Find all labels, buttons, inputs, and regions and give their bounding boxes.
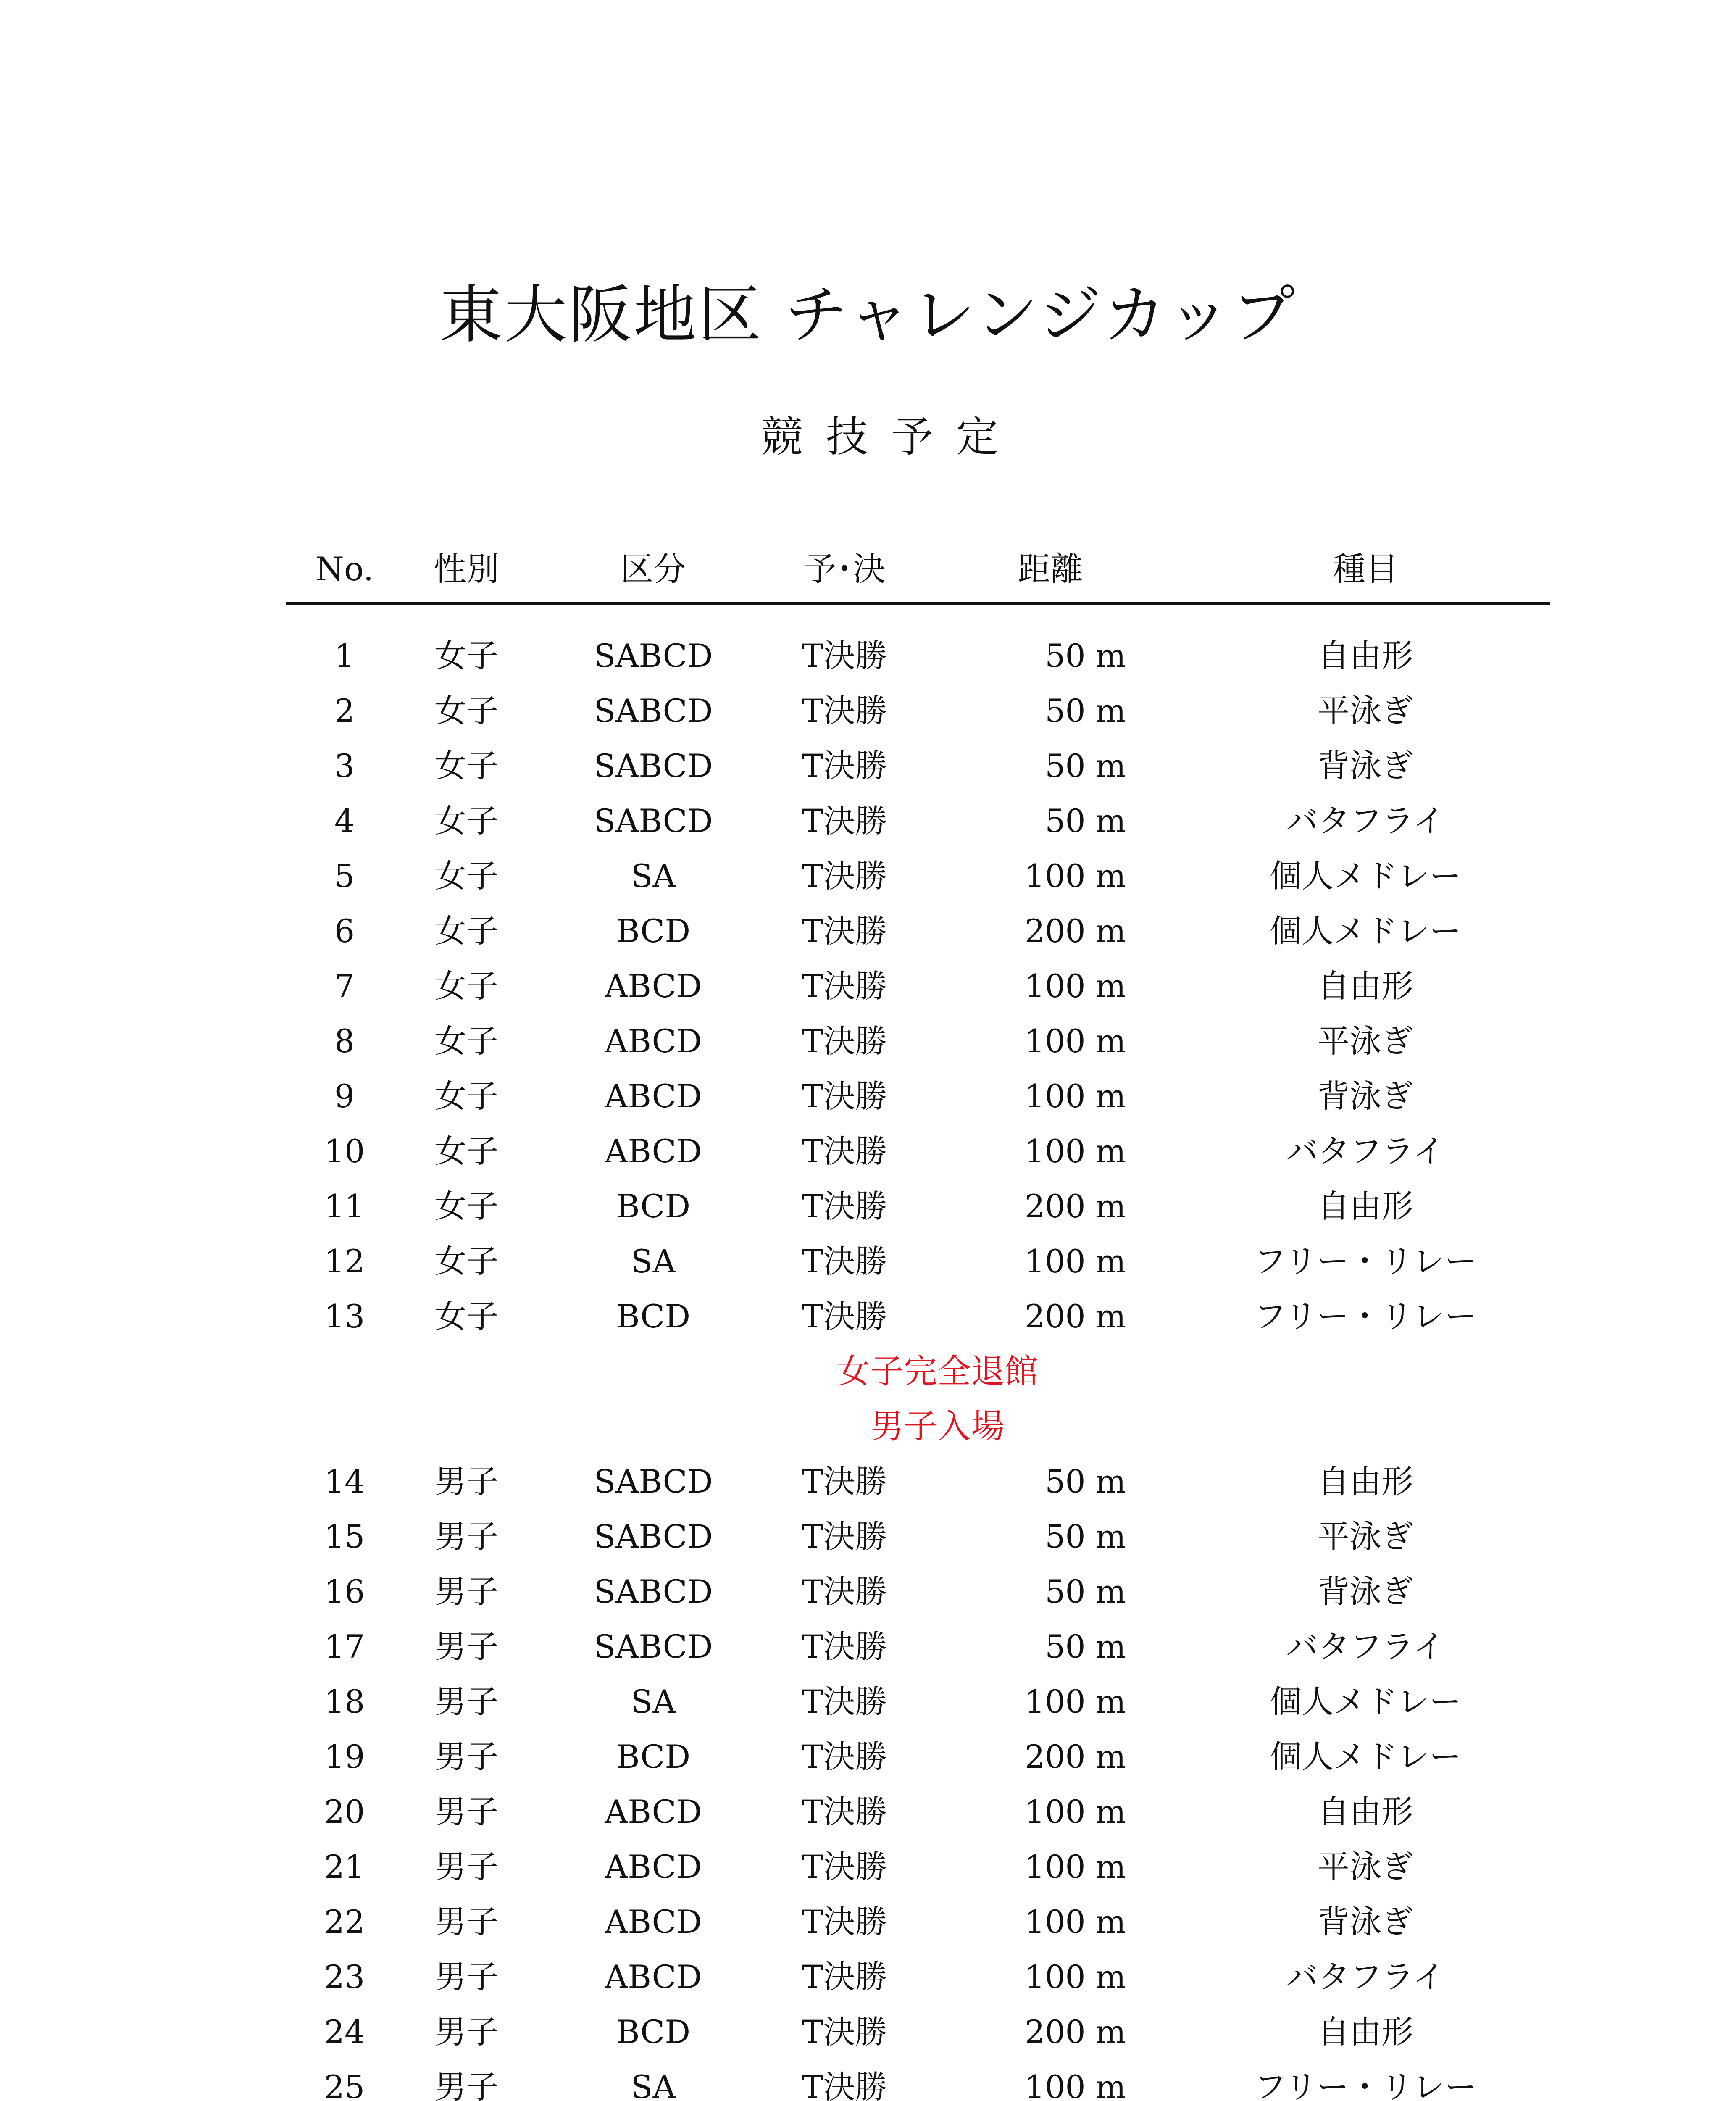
event-round: T決勝	[802, 1187, 887, 1225]
event-division: ABCD	[605, 967, 702, 1005]
event-distance: 50 m	[1045, 802, 1126, 840]
event-round: T決勝	[802, 637, 887, 674]
event-round: T決勝	[802, 1573, 887, 1610]
event-number: 16	[324, 1573, 365, 1610]
event-stroke: バタフライ	[1286, 1958, 1445, 1996]
event-number: 8	[334, 1022, 355, 1060]
event-round: T決勝	[802, 1958, 887, 1996]
event-division: SA	[631, 857, 676, 895]
event-stroke: バタフライ	[1286, 1132, 1445, 1170]
event-distance: 200 m	[1024, 2013, 1126, 2051]
header-distance: 距離	[1017, 550, 1083, 588]
table-row	[0, 738, 1736, 793]
event-stroke: 個人メドレー	[1270, 912, 1461, 950]
table-row	[0, 793, 1736, 848]
event-number: 22	[324, 1903, 365, 1940]
event-stroke: フリー・リレー	[1254, 2068, 1477, 2101]
event-division: SA	[631, 2068, 676, 2101]
table-row	[0, 1564, 1736, 1619]
event-sex: 女子	[434, 1077, 498, 1115]
event-division: SA	[631, 1683, 676, 1720]
event-round: T決勝	[802, 1793, 887, 1830]
event-division: BCD	[616, 1298, 691, 1335]
event-round: T決勝	[802, 1243, 887, 1280]
table-row	[0, 683, 1736, 738]
event-distance: 100 m	[1024, 1793, 1126, 1830]
event-division: SABCD	[594, 1573, 713, 1610]
event-stroke: 自由形	[1318, 2013, 1413, 2051]
event-stroke: 個人メドレー	[1270, 857, 1461, 895]
event-number: 12	[324, 1243, 365, 1280]
women-exit-notice: 女子完全退館	[836, 1352, 1038, 1391]
event-stroke: バタフライ	[1286, 1628, 1445, 1665]
table-row	[0, 1454, 1736, 1509]
document-subtitle: 競技予定	[761, 412, 1021, 461]
event-stroke: 個人メドレー	[1270, 1683, 1461, 1720]
event-sex: 男子	[434, 1793, 498, 1830]
event-distance: 100 m	[1024, 1132, 1126, 1170]
event-distance: 200 m	[1024, 912, 1126, 950]
event-stroke: バタフライ	[1286, 802, 1445, 840]
event-stroke: 背泳ぎ	[1318, 1573, 1413, 1610]
table-row	[0, 1014, 1736, 1069]
event-round: T決勝	[802, 747, 887, 785]
event-number: 4	[334, 802, 355, 840]
event-round: T決勝	[802, 1903, 887, 1940]
event-round: T決勝	[802, 1628, 887, 1665]
header-no: No.	[315, 550, 374, 588]
event-round: T決勝	[802, 1738, 887, 1775]
event-division: SABCD	[594, 802, 713, 840]
event-division: SABCD	[594, 637, 713, 674]
event-sex: 女子	[434, 747, 498, 785]
table-row	[0, 1289, 1736, 1344]
event-distance: 100 m	[1024, 967, 1126, 1005]
event-sex: 女子	[434, 802, 498, 840]
event-number: 7	[334, 967, 355, 1005]
event-sex: 男子	[434, 1903, 498, 1940]
event-division: BCD	[616, 1187, 691, 1225]
schedule-table	[0, 628, 1736, 2101]
event-sex: 男子	[434, 2013, 498, 2051]
event-distance: 50 m	[1045, 637, 1126, 674]
event-sex: 男子	[434, 1683, 498, 1720]
table-row	[0, 958, 1736, 1014]
event-division: SABCD	[594, 1463, 713, 1500]
event-distance: 100 m	[1024, 2068, 1126, 2101]
table-row	[0, 848, 1736, 903]
event-number: 13	[324, 1298, 365, 1335]
event-round: T決勝	[802, 1518, 887, 1555]
event-distance: 100 m	[1024, 1958, 1126, 1996]
event-number: 21	[324, 1848, 365, 1885]
event-distance: 50 m	[1045, 692, 1126, 729]
event-division: ABCD	[605, 1903, 702, 1940]
event-division: ABCD	[605, 1793, 702, 1830]
event-distance: 50 m	[1045, 1463, 1126, 1500]
table-row	[0, 1509, 1736, 1564]
event-distance: 50 m	[1045, 1628, 1126, 1665]
event-sex: 男子	[434, 1518, 498, 1555]
event-sex: 女子	[434, 1298, 498, 1335]
event-stroke: 平泳ぎ	[1318, 692, 1413, 729]
event-number: 2	[334, 692, 355, 729]
event-distance: 200 m	[1024, 1187, 1126, 1225]
event-sex: 女子	[434, 967, 498, 1005]
event-round: T決勝	[802, 857, 887, 895]
table-row	[0, 903, 1736, 958]
event-sex: 女子	[434, 1022, 498, 1060]
event-stroke: フリー・リレー	[1254, 1298, 1477, 1335]
event-stroke: 個人メドレー	[1270, 1738, 1461, 1775]
women-events	[0, 628, 1736, 1344]
event-distance: 200 m	[1024, 1738, 1126, 1775]
event-number: 5	[334, 857, 355, 895]
event-number: 14	[324, 1463, 365, 1500]
event-distance: 100 m	[1024, 1077, 1126, 1115]
event-sex: 女子	[434, 637, 498, 674]
event-division: BCD	[616, 1738, 691, 1775]
event-round: T決勝	[802, 1132, 887, 1170]
event-number: 10	[324, 1132, 365, 1170]
event-stroke: 平泳ぎ	[1318, 1022, 1413, 1060]
event-sex: 男子	[434, 1573, 498, 1610]
event-sex: 女子	[434, 1132, 498, 1170]
table-row	[0, 1234, 1736, 1289]
event-number: 25	[324, 2068, 365, 2101]
event-distance: 100 m	[1024, 1683, 1126, 1720]
event-number: 11	[324, 1187, 365, 1225]
event-distance: 200 m	[1024, 1298, 1126, 1335]
event-round: T決勝	[802, 1298, 887, 1335]
table-row	[0, 1674, 1736, 1729]
table-row	[0, 1894, 1736, 1949]
event-round: T決勝	[802, 1683, 887, 1720]
event-distance: 100 m	[1024, 1848, 1126, 1885]
event-sex: 男子	[434, 1848, 498, 1885]
event-division: SABCD	[594, 692, 713, 729]
table-row	[0, 1839, 1736, 1894]
event-stroke: 背泳ぎ	[1318, 1077, 1413, 1115]
event-round: T決勝	[802, 1022, 887, 1060]
event-division: ABCD	[605, 1958, 702, 1996]
table-header	[0, 544, 1736, 595]
event-round: T決勝	[802, 967, 887, 1005]
event-division: ABCD	[605, 1132, 702, 1170]
event-distance: 100 m	[1024, 1022, 1126, 1060]
event-stroke: 平泳ぎ	[1318, 1848, 1413, 1885]
event-sex: 女子	[434, 692, 498, 729]
event-round: T決勝	[802, 2013, 887, 2051]
event-division: SA	[631, 1243, 676, 1280]
event-number: 19	[324, 1738, 365, 1775]
event-stroke: 平泳ぎ	[1318, 1518, 1413, 1555]
table-row	[0, 2004, 1736, 2059]
event-number: 23	[324, 1958, 365, 1996]
event-round: T決勝	[802, 692, 887, 729]
event-division: BCD	[616, 912, 691, 950]
event-round: T決勝	[802, 912, 887, 950]
table-row	[0, 1784, 1736, 1839]
event-distance: 100 m	[1024, 857, 1126, 895]
event-sex: 男子	[434, 1628, 498, 1665]
event-sex: 男子	[434, 1958, 498, 1996]
table-row	[0, 1619, 1736, 1674]
event-stroke: 自由形	[1318, 637, 1413, 674]
event-division: ABCD	[605, 1848, 702, 1885]
event-number: 1	[334, 637, 355, 674]
table-row	[0, 1124, 1736, 1179]
event-number: 3	[334, 747, 355, 785]
event-number: 20	[324, 1793, 365, 1830]
event-stroke: 自由形	[1318, 1793, 1413, 1830]
header-event: 種目	[1332, 550, 1398, 588]
header-division: 区分	[620, 550, 686, 588]
event-sex: 女子	[434, 1187, 498, 1225]
event-number: 17	[324, 1628, 365, 1665]
event-distance: 50 m	[1045, 1518, 1126, 1555]
document-title: 東大阪地区 チャレンジカップ	[439, 279, 1297, 352]
event-division: ABCD	[605, 1022, 702, 1060]
event-stroke: 自由形	[1318, 1187, 1413, 1225]
event-distance: 100 m	[1024, 1243, 1126, 1280]
event-stroke: フリー・リレー	[1254, 1243, 1477, 1280]
event-stroke: 背泳ぎ	[1318, 1903, 1413, 1940]
event-round: T決勝	[802, 802, 887, 840]
event-distance: 50 m	[1045, 1573, 1126, 1610]
event-number: 24	[324, 2013, 365, 2051]
table-row	[0, 1069, 1736, 1124]
event-sex: 男子	[434, 1463, 498, 1500]
event-division: BCD	[616, 2013, 691, 2051]
table-row	[0, 1949, 1736, 2004]
table-row	[0, 1179, 1736, 1234]
event-division: SABCD	[594, 1628, 713, 1665]
event-division: ABCD	[605, 1077, 702, 1115]
event-distance: 100 m	[1024, 1903, 1126, 1940]
table-row	[0, 1729, 1736, 1784]
table-row	[0, 628, 1736, 683]
event-sex: 女子	[434, 857, 498, 895]
event-number: 18	[324, 1683, 365, 1720]
event-stroke: 自由形	[1318, 1463, 1413, 1500]
header-round: 予･決	[803, 550, 886, 588]
header-divider	[286, 602, 1550, 605]
event-round: T決勝	[802, 1077, 887, 1115]
event-number: 9	[334, 1077, 355, 1115]
event-sex: 男子	[434, 1738, 498, 1775]
event-sex: 男子	[434, 2068, 498, 2101]
men-events	[0, 1454, 1736, 2101]
event-number: 6	[334, 912, 355, 950]
event-round: T決勝	[802, 1463, 887, 1500]
event-distance: 50 m	[1045, 747, 1126, 785]
event-round: T決勝	[802, 2068, 887, 2101]
header-sex: 性別	[433, 550, 499, 588]
event-sex: 女子	[434, 1243, 498, 1280]
event-division: SABCD	[594, 747, 713, 785]
event-stroke: 背泳ぎ	[1318, 747, 1413, 785]
table-row	[0, 2059, 1736, 2101]
event-number: 15	[324, 1518, 365, 1555]
event-sex: 女子	[434, 912, 498, 950]
men-entry-notice: 男子入場	[870, 1407, 1005, 1446]
event-round: T決勝	[802, 1848, 887, 1885]
event-stroke: 自由形	[1318, 967, 1413, 1005]
event-division: SABCD	[594, 1518, 713, 1555]
